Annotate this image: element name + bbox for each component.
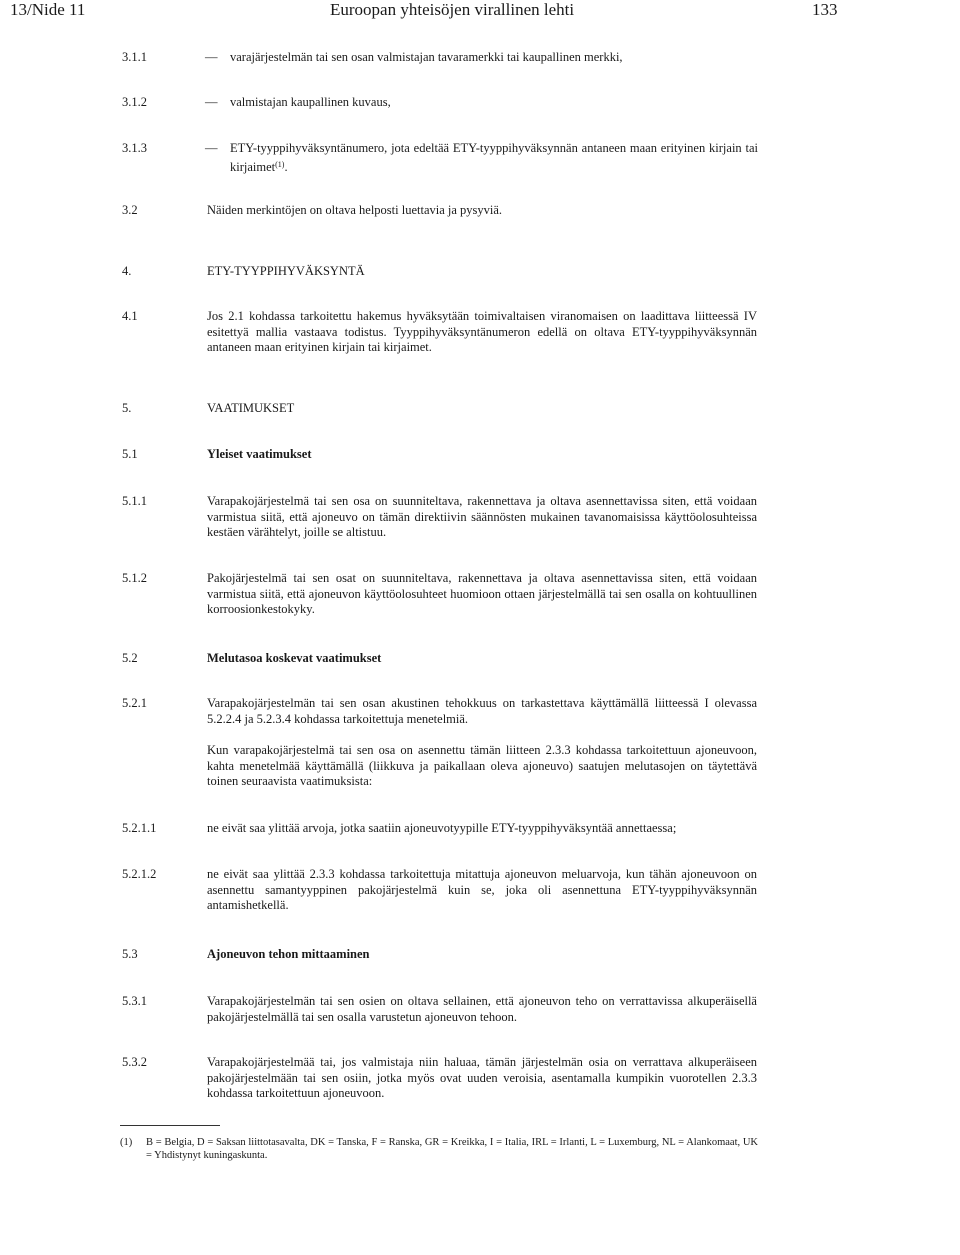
footnote-reference: (1) <box>275 159 285 169</box>
clause-number: 4.1 <box>122 309 138 323</box>
volume-number: 13/Nide 11 <box>10 0 86 19</box>
clause-number: 3.1.1 <box>122 50 147 64</box>
clause-text: Näiden merkintöjen on oltava helposti luettavia ja pysyviä. <box>207 203 503 217</box>
footnote-divider <box>120 1125 220 1126</box>
clause-number: 5.3.2 <box>122 1055 147 1069</box>
clause-text: Pakojärjestelmä tai sen osat on suunniteltava, rakennettava ja oltava asennettavissa siten, että voidaan varmistua siitä, että ajoneuvon käyttöolosuhteet huomioon ottaen järjestelmällä tai sen osalla on kohtuullinen korroosionkestokyky. <box>207 571 757 616</box>
clause-text <box>230 141 758 175</box>
clause-text: ne eivät saa ylittää 2.3.3 kohdassa tarkoitettuja mitattuja ajoneuvon meluarvoja, kun tähän ajoneuvoon on asennettu samantyyppinen pakojärjestelmä kuin se, joka oli asennettuna ETY-tyyppihyväksynnän antamishetkellä. <box>207 867 757 912</box>
page-number: 133 <box>812 0 838 19</box>
section-number: 5.3 <box>122 947 138 961</box>
clause-end: . <box>284 159 288 174</box>
clause-number: 5.2.1.1 <box>122 821 157 835</box>
clause-text: ne eivät saa ylittää arvoja, jotka saatiin ajoneuvotyypille ETY-tyyppihyväksyntää annettaessa; <box>207 821 677 835</box>
section-title: Ajoneuvon tehon mittaaminen <box>207 947 370 961</box>
dash: — <box>205 141 218 155</box>
clause-body: ETY-tyyppihyväksyntänumero, jota edeltää ETY-tyyppihyväksynnän antaneen maan erityinen kirjain tai kirjaimet <box>230 141 758 174</box>
dash: — <box>205 50 218 64</box>
paragraph-text: Kun varapakojärjestelmä tai sen osa on asennettu tämän liitteen 2.3.3 kohdassa tarkoitettuun ajoneuvoon, kahta menetelmää käyttämällä (liikkuva ja paikallaan oleva ajoneuvo) saatujen melutasojen on täytettävä toinen seuraavista vaatimuksista: <box>207 743 757 788</box>
clause-text: Varapakojärjestelmän tai sen osan akustinen tehokkuus on tarkastettava käyttämällä liitteessä I olevassa 5.2.2.4 ja 5.2.3.4 kohdassa tarkoitettuja menetelmiä. <box>207 696 757 726</box>
page-header <box>0 0 960 20</box>
clause-number: 3.1.3 <box>122 141 147 155</box>
section-title: VAATIMUKSET <box>207 401 295 415</box>
section-title: Melutasoa koskevat vaatimukset <box>207 651 382 665</box>
footnote-text: B = Belgia, D = Saksan liittotasavalta, DK = Tanska, F = Ranska, GR = Kreikka, I = Italia, IRL = Irlanti, L = Luxemburg, NL = Alankomaat, UK = Yhdistynyt kuningaskunta. <box>146 1137 758 1161</box>
section-number: 5. <box>122 401 132 415</box>
clause-number: 5.1.1 <box>122 494 147 508</box>
clause-number: 5.2.1.2 <box>122 867 157 881</box>
section-number: 5.1 <box>122 447 138 461</box>
clause-text: Varapakojärjestelmää tai, jos valmistaja niin haluaa, tämän järjestelmän osia on verrattava alkuperäiseen pakojärjestelmään tai sen osiin, jotka myös ovat uuden veroisia, asentamalla kumpikin vuorotellen 2.3.3 kohdassa tarkoitettuun ajoneuvoon. <box>207 1055 757 1100</box>
clause-number: 5.1.2 <box>122 571 147 585</box>
dash: — <box>205 95 218 109</box>
clause-number: 3.1.2 <box>122 95 147 109</box>
clause-text: Jos 2.1 kohdassa tarkoitettu hakemus hyväksytään toimivaltaisen viranomaisen on laadittava liitteessä IV esitettyä mallia vastaava todistus. Tyyppihyväksyntänumeron edellä on oltava ETY-tyyppihyväksynnän antaneen maan erityinen kirjain tai kirjaimet. <box>207 309 757 354</box>
clause-number: 5.3.1 <box>122 994 147 1008</box>
footnote-mark: (1) <box>120 1137 133 1148</box>
clause-number: 5.2.1 <box>122 696 147 710</box>
clause-text: varajärjestelmän tai sen osan valmistajan tavaramerkki tai kaupallinen merkki, <box>230 50 623 64</box>
section-title: ETY-TYYPPIHYVÄKSYNTÄ <box>207 264 365 278</box>
clause-number: 3.2 <box>122 203 138 217</box>
section-title: Yleiset vaatimukset <box>207 447 312 461</box>
clause-text: Varapakojärjestelmän tai sen osien on oltava sellainen, että ajoneuvon teho on verrattavissa alkuperäisellä pakojärjestelmällä tai sen osalla varustetun ajoneuvon tehoon. <box>207 994 757 1024</box>
section-number: 5.2 <box>122 651 138 665</box>
section-number: 4. <box>122 264 132 278</box>
clause-text: valmistajan kaupallinen kuvaus, <box>230 95 391 109</box>
clause-text: Varapakojärjestelmä tai sen osa on suunniteltava, rakennettava ja oltava asennettavissa siten, että voidaan varmistua siitä, että ajoneuvo on tämän direktiivin säännösten mukainen tavanomaisissa käyttöolosuhteissa kestäen värähtelyt, joille se altistuu. <box>207 494 757 539</box>
journal-title: Euroopan yhteisöjen virallinen lehti <box>330 0 575 19</box>
